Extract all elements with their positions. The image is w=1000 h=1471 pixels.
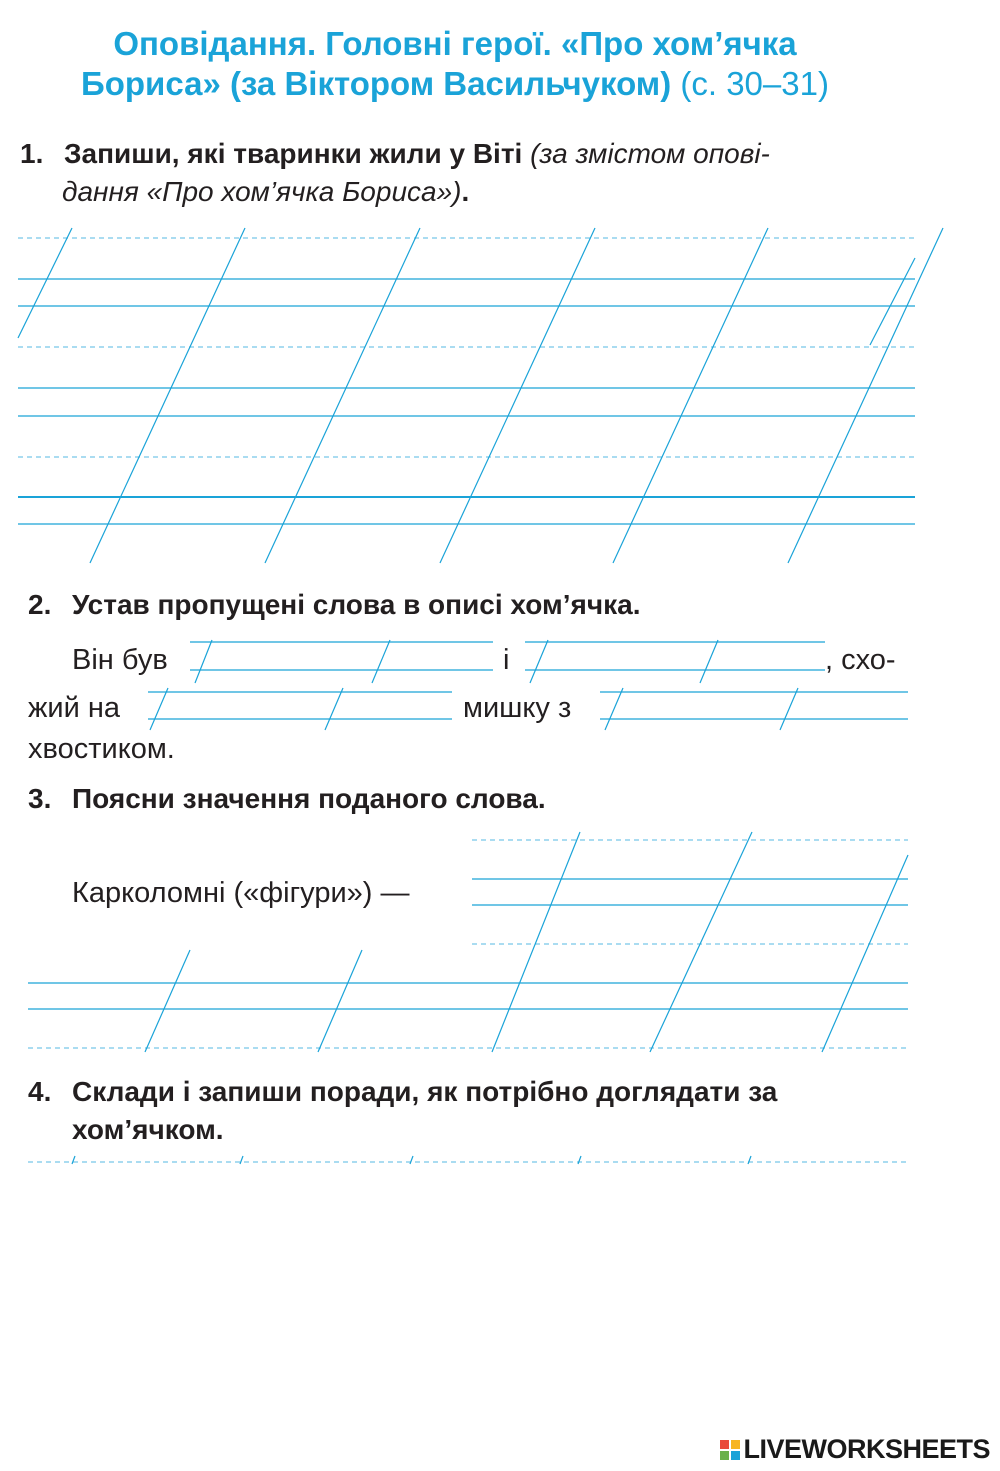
slant-line — [530, 640, 548, 683]
task-2-number: 2. — [28, 589, 52, 620]
task-2-text-6: хвостиком. — [28, 733, 175, 765]
task-3-number: 3. — [28, 783, 52, 814]
task-1-hint-line-1: (за змістом опові- — [530, 138, 770, 169]
task-1-instruction: Запиши, які тваринки жили у Віті — [64, 138, 523, 169]
task-2-text-4: жий на — [28, 692, 120, 724]
slant-tick — [410, 1156, 413, 1164]
task-4-number: 4. — [28, 1076, 52, 1107]
task-2-instruction: Устав пропущені слова в описі хом’ячка. — [72, 589, 641, 620]
slant-line — [372, 640, 390, 683]
task-3-instruction: Поясни значення поданого слова. — [72, 783, 546, 814]
slant-line — [265, 228, 420, 563]
slant-line — [18, 228, 72, 338]
slant-line — [195, 640, 212, 683]
title-line-1: Оповідання. Головні герої. «Про хом’ячка — [113, 25, 797, 62]
task-3-word: Карколомні («фігури») — — [72, 877, 410, 909]
slant-line — [440, 228, 595, 563]
slant-line — [318, 950, 362, 1052]
task-1-hint-line-2: дання «Про хом’ячка Бориса») — [62, 176, 462, 207]
slant-line — [492, 832, 580, 1052]
task-3-answer-grid[interactable] — [28, 832, 908, 1052]
task-4-instruction-line-1: Склади і запиши поради, як потрібно доглядати за — [72, 1076, 778, 1107]
slant-tick — [748, 1156, 751, 1164]
slant-line — [870, 258, 915, 345]
logo-blocks-icon — [720, 1440, 740, 1460]
task-3 — [28, 780, 546, 818]
task-1-number: 1. — [20, 138, 44, 169]
task-4-answer-line[interactable] — [28, 1156, 908, 1164]
task-2-text-2: і — [503, 644, 510, 676]
task-2-text-3: , схо- — [825, 644, 896, 676]
slant-line — [788, 228, 943, 563]
task-4 — [28, 1073, 777, 1149]
slant-line — [150, 688, 168, 730]
title-line-2-text: Бориса» (за Віктором Васильчуком) — [81, 65, 672, 102]
slant-line — [822, 855, 908, 1052]
slant-line — [650, 832, 752, 1052]
task-4-instruction-line-2: хом’ячком. — [72, 1114, 224, 1145]
slant-line — [700, 640, 718, 683]
slant-line — [613, 228, 768, 563]
slant-tick — [578, 1156, 581, 1164]
logo-text: LIVEWORKSHEETS — [743, 1434, 990, 1464]
task-2 — [28, 586, 640, 624]
slant-line — [145, 950, 190, 1052]
slant-line — [90, 228, 245, 563]
task-1-answer-grid[interactable] — [18, 228, 943, 563]
slant-tick — [72, 1156, 75, 1164]
liveworksheets-logo — [720, 1434, 990, 1465]
slant-line — [325, 688, 343, 730]
slant-line — [605, 688, 623, 730]
slant-line — [780, 688, 798, 730]
page-reference: (с. 30–31) — [680, 65, 829, 102]
task-1-period: . — [461, 176, 470, 207]
task-2-text-1: Він був — [72, 644, 168, 676]
task-2-text-5: мишку з — [463, 692, 572, 724]
slant-tick — [240, 1156, 243, 1164]
